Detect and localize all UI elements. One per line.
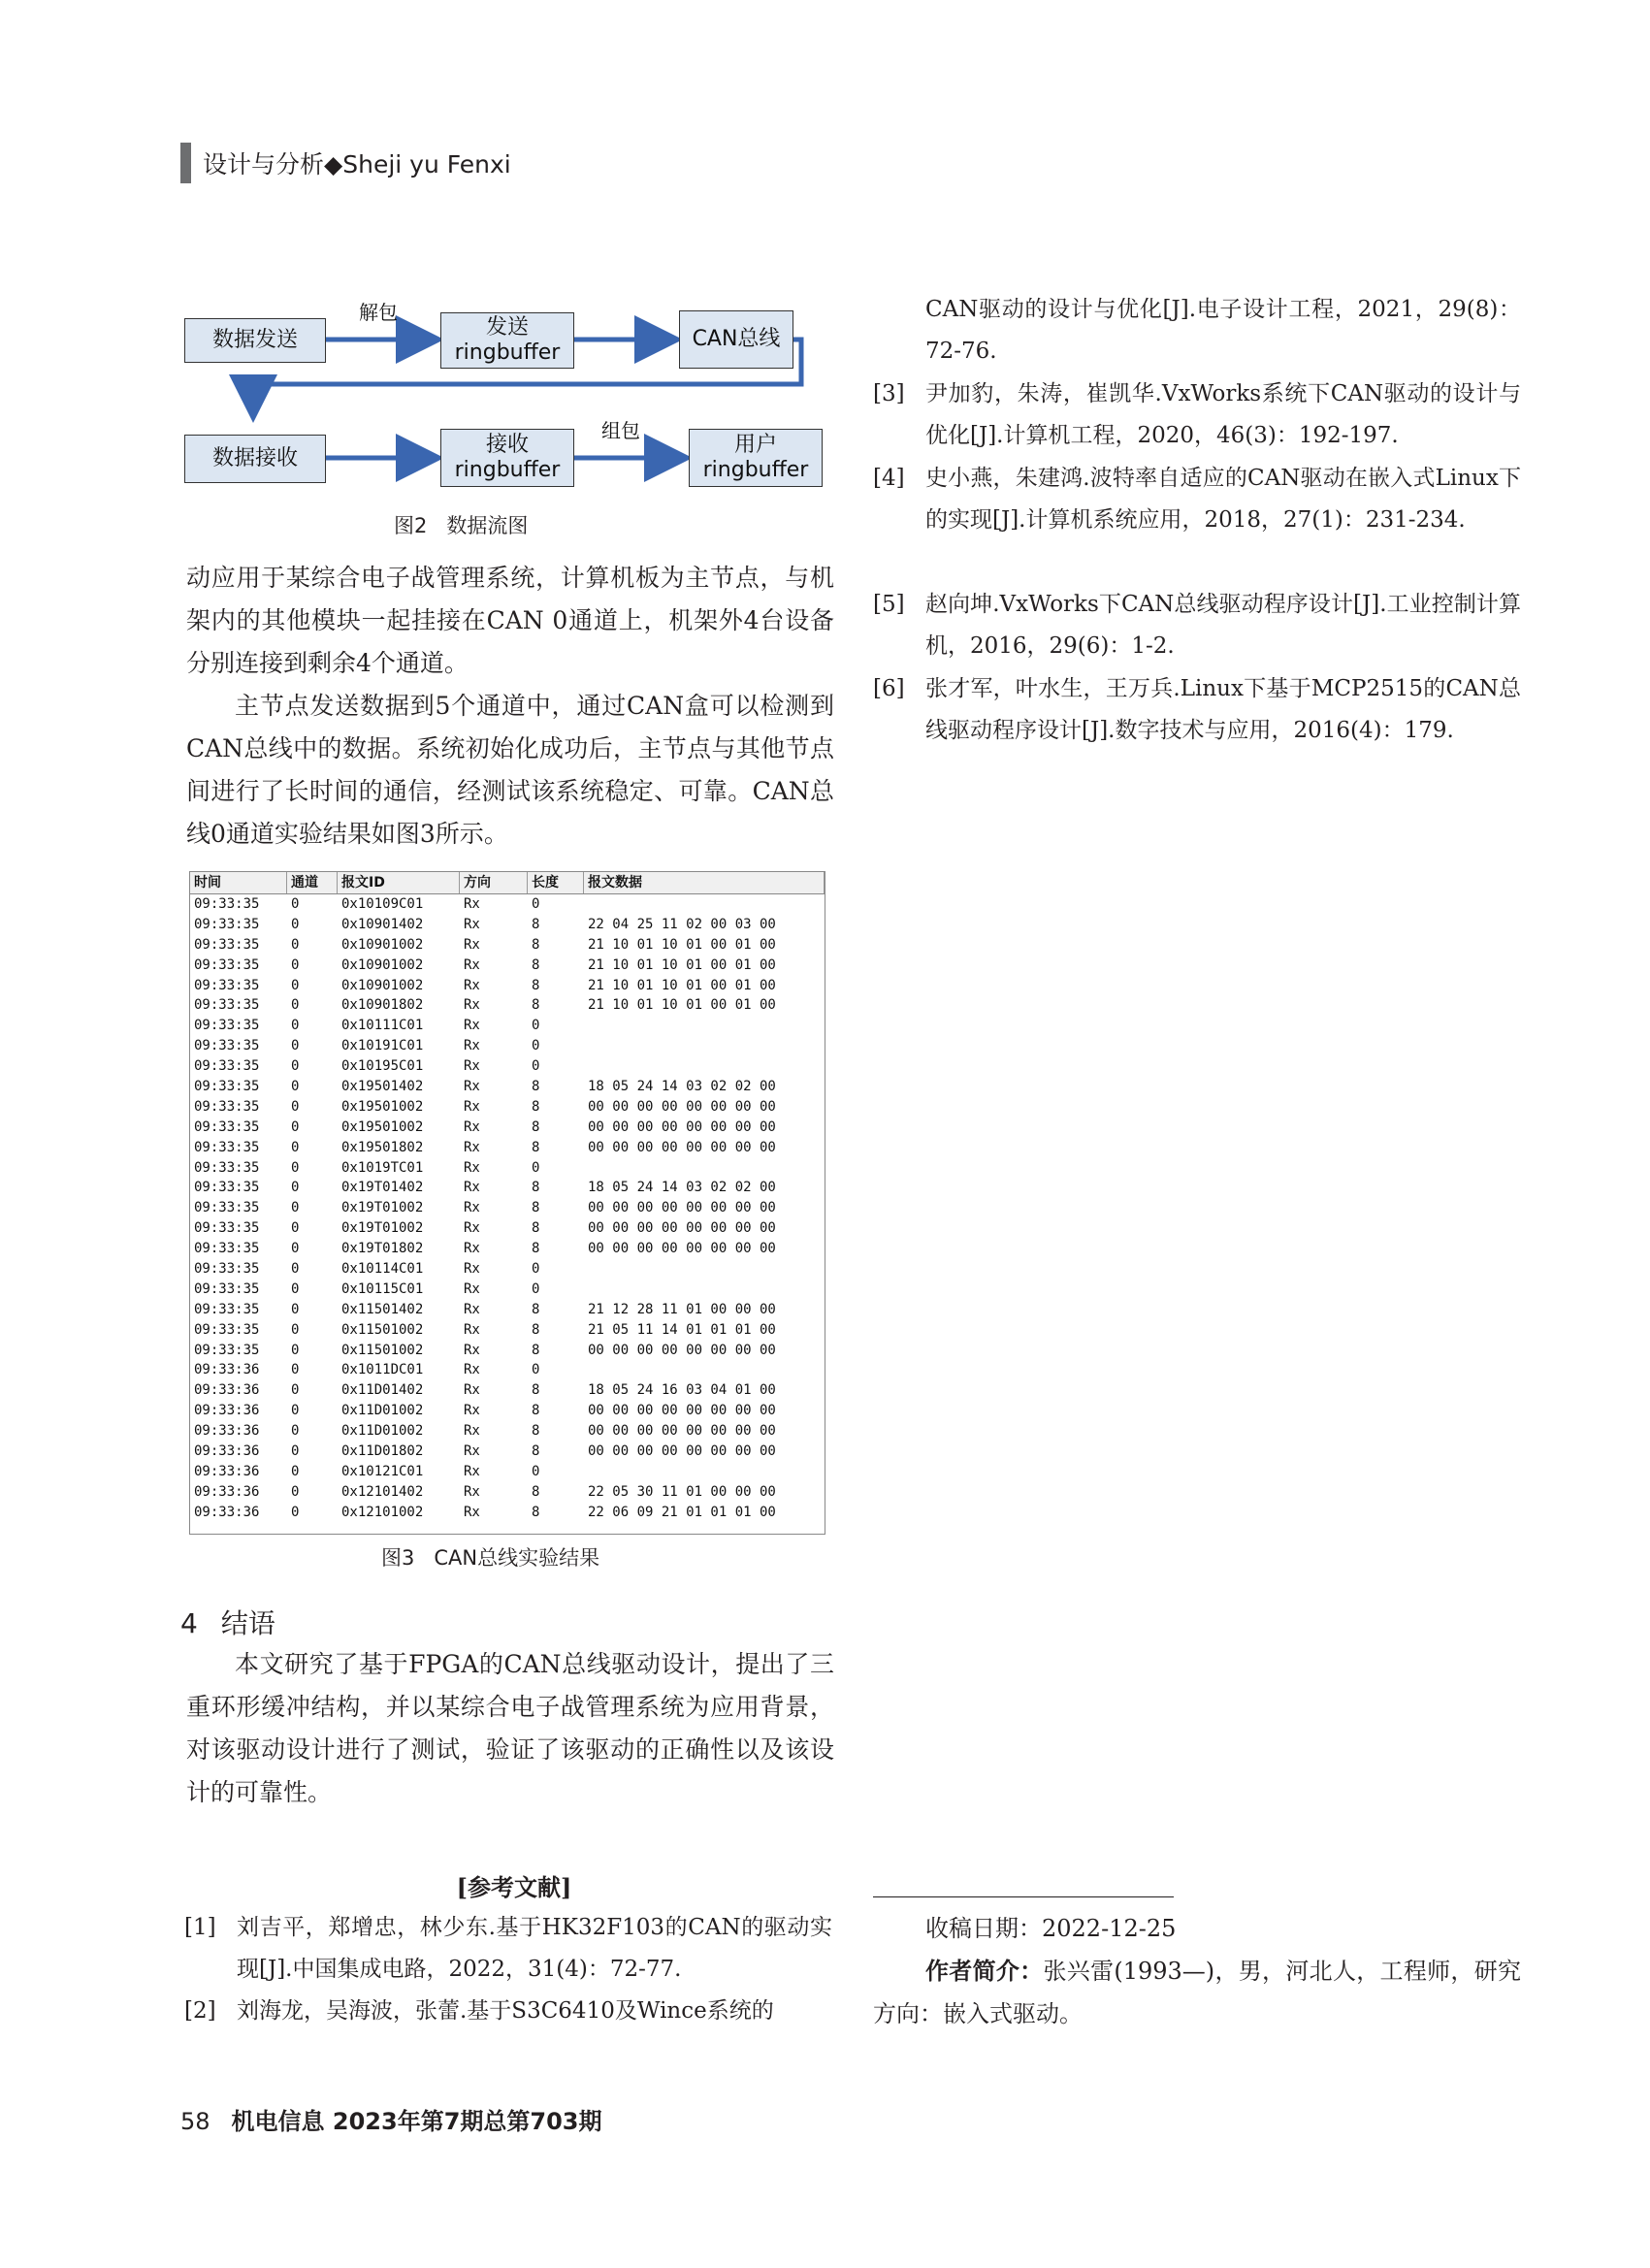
node-data-receive: 数据接收 — [184, 435, 326, 483]
reference-text: 刘吉平，郑增忠，林少东.基于HK32F103的CAN的驱动实现[J].中国集成电路，2022，31(4)：72-77. — [237, 1915, 832, 1982]
log-row — [190, 1341, 825, 1361]
log-channel: 0 — [291, 1139, 300, 1155]
reference-item — [184, 1991, 832, 2032]
log-time: 09:33:35 — [194, 956, 260, 973]
log-time: 09:33:35 — [194, 997, 260, 1014]
log-time: 09:33:35 — [194, 1180, 260, 1196]
log-direction: Rx — [464, 977, 480, 993]
log-time: 09:33:35 — [194, 977, 260, 993]
log-row — [190, 976, 825, 996]
log-data: 00 00 00 00 00 00 00 00 — [588, 1342, 776, 1358]
log-length: 8 — [532, 1301, 540, 1317]
log-direction: Rx — [464, 1038, 480, 1054]
log-time: 09:33:35 — [194, 1159, 260, 1176]
log-time: 09:33:36 — [194, 1443, 260, 1460]
log-id: 0x19T01802 — [341, 1241, 424, 1257]
reference-number: [5] — [873, 592, 905, 617]
log-direction: Rx — [464, 1280, 480, 1297]
log-time: 09:33:35 — [194, 1261, 260, 1278]
reference-number: [4] — [873, 466, 905, 491]
log-row — [190, 1421, 825, 1442]
log-id: 0x10901002 — [341, 956, 424, 973]
log-data: 22 04 25 11 02 00 03 00 — [588, 916, 776, 932]
log-channel: 0 — [291, 1118, 300, 1135]
log-row — [190, 1482, 825, 1503]
log-data — [584, 1259, 825, 1280]
log-time: 09:33:36 — [194, 1403, 260, 1419]
log-row — [190, 1118, 825, 1138]
figure-3-can-log — [189, 871, 825, 1535]
log-row — [190, 995, 825, 1016]
log-data: 00 00 00 00 00 00 00 00 — [588, 1403, 776, 1419]
log-data — [584, 894, 825, 915]
author-value: 张兴雷(1993—)，男，河北人，工程师，研究方向：嵌入式驱动。 — [873, 1958, 1522, 2027]
conclusion-text — [186, 1643, 834, 1814]
log-channel: 0 — [291, 1180, 300, 1196]
log-id: 0x10901802 — [341, 997, 424, 1014]
header-bar — [180, 143, 191, 183]
author-label: 作者简介： — [925, 1957, 1044, 1985]
log-direction: Rx — [464, 1058, 480, 1075]
log-length: 8 — [532, 916, 540, 932]
log-time: 09:33:35 — [194, 1079, 260, 1095]
log-direction: Rx — [464, 1301, 480, 1317]
page-footer — [180, 2102, 602, 2136]
log-row — [190, 1056, 825, 1077]
log-time: 09:33:35 — [194, 1058, 260, 1075]
log-direction: Rx — [464, 1079, 480, 1095]
log-id: 0x10191C01 — [341, 1038, 424, 1054]
log-length: 0 — [532, 1463, 540, 1479]
log-row — [190, 1380, 825, 1401]
log-id: 0x10195C01 — [341, 1058, 424, 1075]
log-id: 0x12101002 — [341, 1504, 424, 1520]
log-channel: 0 — [291, 1463, 300, 1479]
log-length: 0 — [532, 1261, 540, 1278]
log-row — [190, 1503, 825, 1523]
log-direction: Rx — [464, 936, 480, 953]
log-channel: 0 — [291, 1200, 300, 1216]
figure-2-diagram — [180, 291, 840, 534]
log-data: 18 05 24 14 03 02 02 00 — [588, 1180, 776, 1196]
log-row — [190, 1198, 825, 1218]
log-length: 8 — [532, 1079, 540, 1095]
log-data: 21 05 11 14 01 01 01 00 — [588, 1321, 776, 1338]
log-row — [190, 1320, 825, 1341]
log-time: 09:33:36 — [194, 1463, 260, 1479]
log-direction: Rx — [464, 1342, 480, 1358]
log-channel: 0 — [291, 896, 300, 912]
log-direction: Rx — [464, 997, 480, 1014]
log-id: 0x11D01802 — [341, 1443, 424, 1460]
log-id: 0x19T01002 — [341, 1220, 424, 1237]
log-time: 09:33:35 — [194, 1342, 260, 1358]
log-row — [190, 1259, 825, 1280]
reference-number: [2] — [184, 1998, 216, 2024]
log-channel: 0 — [291, 1321, 300, 1338]
log-id: 0x10121C01 — [341, 1463, 424, 1479]
log-data — [584, 1360, 825, 1380]
reference-item — [873, 373, 1521, 457]
log-row — [190, 915, 825, 935]
log-row — [190, 956, 825, 976]
log-direction: Rx — [464, 1180, 480, 1196]
log-direction: Rx — [464, 896, 480, 912]
log-length: 0 — [532, 1058, 540, 1075]
log-id: 0x11D01002 — [341, 1403, 424, 1419]
column-header: 通道 — [287, 872, 338, 893]
log-data: 00 00 00 00 00 00 00 00 — [588, 1423, 776, 1440]
header-text: 设计与分析◆Sheji yu Fenxi — [203, 150, 511, 178]
log-data: 22 05 30 11 01 00 00 00 — [588, 1483, 776, 1500]
log-length: 0 — [532, 1159, 540, 1176]
section-number: 4 — [180, 1607, 198, 1639]
column-header: 长度 — [528, 872, 584, 893]
log-channel: 0 — [291, 1382, 300, 1399]
log-row — [190, 935, 825, 956]
log-length: 8 — [532, 1382, 540, 1399]
log-channel: 0 — [291, 1443, 300, 1460]
log-channel: 0 — [291, 1220, 300, 1237]
log-data: 00 00 00 00 00 00 00 00 — [588, 1443, 776, 1460]
log-direction: Rx — [464, 1463, 480, 1479]
node-can-bus: CAN总线 — [679, 310, 793, 369]
log-time: 09:33:35 — [194, 1220, 260, 1237]
log-direction: Rx — [464, 1118, 480, 1135]
log-data — [584, 1280, 825, 1300]
log-body — [190, 894, 825, 1523]
log-direction: Rx — [464, 1261, 480, 1278]
log-time: 09:33:35 — [194, 1241, 260, 1257]
reference-text: 赵向坤.VxWorks下CAN总线驱动程序设计[J].工业控制计算机，2016，29(6)：1-2. — [925, 592, 1521, 659]
log-data: 21 10 01 10 01 00 01 00 — [588, 956, 776, 973]
reference-number: [6] — [873, 676, 905, 701]
column-header: 报文数据 — [584, 872, 825, 893]
reference-item — [184, 1907, 832, 1991]
log-channel: 0 — [291, 1301, 300, 1317]
running-header — [180, 144, 511, 182]
log-length: 8 — [532, 956, 540, 973]
reference-text: CAN驱动的设计与优化[J].电子设计工程，2021，29(8)：72-76. — [925, 297, 1521, 364]
log-id: 0x10901002 — [341, 977, 424, 993]
log-length: 8 — [532, 1098, 540, 1115]
journal-info: 机电信息 2023年第7期总第703期 — [231, 2108, 602, 2135]
log-length: 0 — [532, 1362, 540, 1378]
column-header: 时间 — [190, 872, 287, 893]
log-id: 0x19501802 — [341, 1139, 424, 1155]
log-channel: 0 — [291, 1403, 300, 1419]
node-user-ringbuffer: 用户 ringbuffer — [689, 429, 823, 487]
log-length: 8 — [532, 997, 540, 1014]
log-data — [584, 1056, 825, 1077]
log-length: 0 — [532, 896, 540, 912]
reference-text: 张才军，叶水生，王万兵.Linux下基于MCP2515的CAN总线驱动程序设计[J].数字技术与应用，2016(4)：179. — [925, 676, 1521, 743]
reference-text: 刘海龙，吴海波，张蕾.基于S3C6410及Wince系统的 — [237, 1998, 774, 2024]
log-data: 18 05 24 14 03 02 02 00 — [588, 1079, 776, 1095]
log-channel: 0 — [291, 956, 300, 973]
figure-3-caption: 图3 CAN总线实验结果 — [381, 1546, 600, 1570]
log-length: 8 — [532, 1180, 540, 1196]
log-direction: Rx — [464, 916, 480, 932]
log-direction: Rx — [464, 1403, 480, 1419]
log-channel: 0 — [291, 1241, 300, 1257]
log-row — [190, 1300, 825, 1320]
received-value: 2022-12-25 — [1042, 1915, 1177, 1942]
log-id: 0x10115C01 — [341, 1280, 424, 1297]
log-row — [190, 1280, 825, 1300]
log-id: 0x19501402 — [341, 1079, 424, 1095]
log-row — [190, 1158, 825, 1179]
reference-item — [873, 584, 1521, 667]
log-row — [190, 1442, 825, 1462]
author-bio — [873, 1950, 1521, 2035]
log-length: 8 — [532, 1483, 540, 1500]
log-direction: Rx — [464, 1200, 480, 1216]
log-data: 00 00 00 00 00 00 00 00 — [588, 1241, 776, 1257]
log-length: 8 — [532, 1403, 540, 1419]
section-heading — [180, 1603, 299, 1641]
log-direction: Rx — [464, 1483, 480, 1500]
paragraph: 动应用于某综合电子战管理系统，计算机板为主节点，与机架内的其他模块一起挂接在CAN 0通道上，机架外4台设备分别连接到剩余4个通道。 — [186, 564, 834, 677]
log-direction: Rx — [464, 1504, 480, 1520]
column-header: 报文ID — [338, 872, 460, 893]
log-id: 0x19T01002 — [341, 1200, 424, 1216]
log-id: 0x11D01002 — [341, 1423, 424, 1440]
log-channel: 0 — [291, 1483, 300, 1500]
log-time: 09:33:36 — [194, 1504, 260, 1520]
reference-item — [873, 458, 1521, 541]
node-send-ringbuffer: 发送 ringbuffer — [440, 312, 574, 369]
log-time: 09:33:35 — [194, 936, 260, 953]
references-title: [参考文献] — [456, 1873, 572, 1901]
log-channel: 0 — [291, 1423, 300, 1440]
log-time: 09:33:35 — [194, 1118, 260, 1135]
log-row — [190, 1077, 825, 1097]
log-id: 0x1019TC01 — [341, 1159, 424, 1176]
log-direction: Rx — [464, 1443, 480, 1460]
log-channel: 0 — [291, 1079, 300, 1095]
log-id: 0x11501002 — [341, 1342, 424, 1358]
log-row — [190, 1462, 825, 1482]
edge-label-pack: 组包 — [601, 419, 640, 442]
log-direction: Rx — [464, 1098, 480, 1115]
node-data-send: 数据发送 — [184, 318, 326, 363]
log-id: 0x10109C01 — [341, 896, 424, 912]
log-time: 09:33:35 — [194, 1038, 260, 1054]
log-time: 09:33:35 — [194, 1301, 260, 1317]
log-data: 22 06 09 21 01 01 01 00 — [588, 1504, 776, 1520]
log-length: 8 — [532, 1321, 540, 1338]
log-id: 0x12101402 — [341, 1483, 424, 1500]
log-length: 0 — [532, 1280, 540, 1297]
log-time: 09:33:36 — [194, 1423, 260, 1440]
log-direction: Rx — [464, 1382, 480, 1399]
log-direction: Rx — [464, 1321, 480, 1338]
log-direction: Rx — [464, 1423, 480, 1440]
figure-2-caption: 图2 数据流图 — [394, 514, 529, 537]
log-data: 00 00 00 00 00 00 00 00 — [588, 1220, 776, 1237]
reference-text: 史小燕，朱建鸿.波特率自适应的CAN驱动在嵌入式Linux下的实现[J].计算机系统应用，2018，27(1)：231-234. — [925, 466, 1521, 533]
log-data: 21 12 28 11 01 00 00 00 — [588, 1301, 776, 1317]
log-id: 0x11D01402 — [341, 1382, 424, 1399]
log-id: 0x10901402 — [341, 916, 424, 932]
section-title: 结语 — [220, 1607, 275, 1639]
log-id: 0x10111C01 — [341, 1018, 424, 1034]
log-row — [190, 1218, 825, 1239]
log-time: 09:33:35 — [194, 916, 260, 932]
log-length: 0 — [532, 1038, 540, 1054]
log-data: 00 00 00 00 00 00 00 00 — [588, 1139, 776, 1155]
column-header: 方向 — [460, 872, 528, 893]
log-row — [190, 1016, 825, 1036]
log-data: 18 05 24 16 03 04 01 00 — [588, 1382, 776, 1399]
log-id: 0x1011DC01 — [341, 1362, 424, 1378]
log-data: 21 10 01 10 01 00 01 00 — [588, 977, 776, 993]
log-id: 0x19501002 — [341, 1118, 424, 1135]
log-direction: Rx — [464, 1159, 480, 1176]
reference-item — [873, 289, 1521, 373]
received-date — [873, 1907, 1521, 1950]
log-length: 8 — [532, 1200, 540, 1216]
log-data: 21 10 01 10 01 00 01 00 — [588, 997, 776, 1014]
log-direction: Rx — [464, 1362, 480, 1378]
log-channel: 0 — [291, 1280, 300, 1297]
log-channel: 0 — [291, 1342, 300, 1358]
log-data: 00 00 00 00 00 00 00 00 — [588, 1098, 776, 1115]
log-row — [190, 894, 825, 915]
log-channel: 0 — [291, 916, 300, 932]
log-row — [190, 1360, 825, 1380]
log-length: 8 — [532, 1118, 540, 1135]
received-label: 收稿日期： — [925, 1915, 1042, 1942]
log-length: 8 — [532, 1220, 540, 1237]
log-channel: 0 — [291, 1018, 300, 1034]
reference-text: 尹加豹，朱涛，崔凯华.VxWorks系统下CAN驱动的设计与优化[J].计算机工程，2020，46(3)：192-197. — [925, 381, 1521, 448]
log-data: 21 10 01 10 01 00 01 00 — [588, 936, 776, 953]
log-length: 8 — [532, 1342, 540, 1358]
log-channel: 0 — [291, 1504, 300, 1520]
log-direction: Rx — [464, 956, 480, 973]
log-length: 8 — [532, 977, 540, 993]
log-length: 0 — [532, 1018, 540, 1034]
log-length: 8 — [532, 1423, 540, 1440]
page-number: 58 — [180, 2108, 210, 2135]
log-data — [584, 1036, 825, 1056]
log-length: 8 — [532, 936, 540, 953]
log-channel: 0 — [291, 1261, 300, 1278]
log-channel: 0 — [291, 997, 300, 1014]
log-direction: Rx — [464, 1241, 480, 1257]
log-row — [190, 1097, 825, 1118]
log-channel: 0 — [291, 977, 300, 993]
log-direction: Rx — [464, 1139, 480, 1155]
log-row — [190, 1178, 825, 1198]
paragraph: 本文研究了基于FPGA的CAN总线驱动设计，提出了三重环形缓冲结构，并以某综合电子战管理系统为应用背景，对该驱动设计进行了测试，验证了该驱动的正确性以及该设计的可靠性。 — [186, 1650, 834, 1806]
log-length: 8 — [532, 1504, 540, 1520]
reference-number: [3] — [873, 381, 905, 406]
log-channel: 0 — [291, 1159, 300, 1176]
reference-number: [1] — [184, 1915, 216, 1940]
log-time: 09:33:35 — [194, 896, 260, 912]
log-row — [190, 1401, 825, 1421]
log-channel: 0 — [291, 1098, 300, 1115]
footnote-rule — [873, 1896, 1174, 1897]
log-header — [190, 872, 825, 894]
log-time: 09:33:35 — [194, 1200, 260, 1216]
log-id: 0x19501002 — [341, 1098, 424, 1115]
log-time: 09:33:35 — [194, 1018, 260, 1034]
log-time: 09:33:35 — [194, 1139, 260, 1155]
log-length: 8 — [532, 1241, 540, 1257]
log-id: 0x10901002 — [341, 936, 424, 953]
log-id: 0x19T01402 — [341, 1180, 424, 1196]
paragraph: 主节点发送数据到5个通道中，通过CAN盒可以检测到CAN总线中的数据。系统初始化成功后，主节点与其他节点间进行了长时间的通信，经测试该系统稳定、可靠。CAN总线0通道实验结果如图3所示。 — [186, 692, 834, 848]
log-channel: 0 — [291, 936, 300, 953]
log-row — [190, 1036, 825, 1056]
log-data — [584, 1158, 825, 1179]
log-row — [190, 1239, 825, 1259]
log-data: 00 00 00 00 00 00 00 00 — [588, 1118, 776, 1135]
log-time: 09:33:36 — [194, 1483, 260, 1500]
log-time: 09:33:36 — [194, 1382, 260, 1399]
log-data — [584, 1462, 825, 1482]
log-row — [190, 1138, 825, 1158]
body-text-left — [186, 557, 834, 856]
log-channel: 0 — [291, 1362, 300, 1378]
log-time: 09:33:35 — [194, 1321, 260, 1338]
log-id: 0x10114C01 — [341, 1261, 424, 1278]
log-time: 09:33:35 — [194, 1280, 260, 1297]
log-data: 00 00 00 00 00 00 00 00 — [588, 1200, 776, 1216]
edge-label-unpack: 解包 — [359, 301, 398, 324]
log-length: 8 — [532, 1443, 540, 1460]
node-receive-ringbuffer: 接收 ringbuffer — [440, 429, 574, 487]
log-length: 8 — [532, 1139, 540, 1155]
log-direction: Rx — [464, 1018, 480, 1034]
log-direction: Rx — [464, 1220, 480, 1237]
log-channel: 0 — [291, 1038, 300, 1054]
reference-item — [873, 668, 1521, 752]
log-channel: 0 — [291, 1058, 300, 1075]
log-id: 0x11501402 — [341, 1301, 424, 1317]
log-time: 09:33:35 — [194, 1098, 260, 1115]
log-time: 09:33:36 — [194, 1362, 260, 1378]
log-id: 0x11501002 — [341, 1321, 424, 1338]
log-data — [584, 1016, 825, 1036]
